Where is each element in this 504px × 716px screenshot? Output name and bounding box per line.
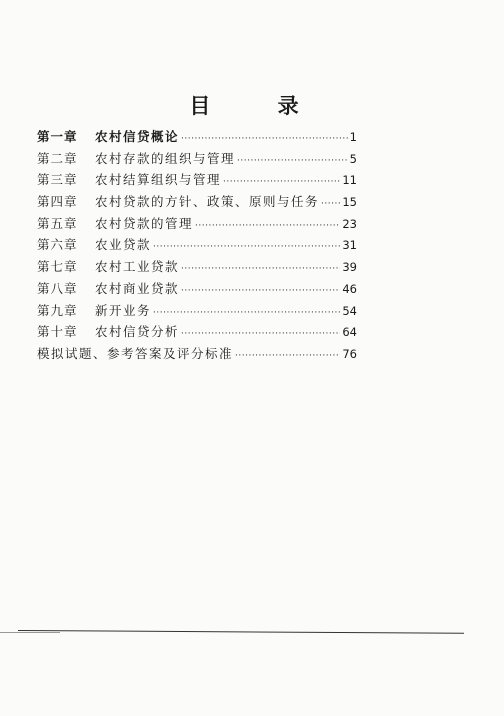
toc-chapter-number: 第八章	[37, 280, 78, 296]
toc-leader-dots	[181, 134, 348, 144]
toc-leader-dots	[235, 351, 340, 361]
toc-page-number: 39	[342, 260, 357, 275]
toc-page-number: 31	[342, 238, 357, 253]
toc-entry-8[interactable]	[37, 279, 357, 301]
toc-chapter-title: 农村贷款的方针、政策、原则与任务	[95, 194, 320, 210]
toc-page-number: 46	[342, 281, 357, 296]
toc-leader-dots	[181, 264, 340, 274]
toc-page-number: 5	[349, 151, 357, 166]
toc-entry-6[interactable]	[37, 235, 357, 257]
bottom-rule-fade	[0, 632, 60, 633]
toc-page-number: 15	[342, 195, 357, 210]
toc-chapter-number: 第六章	[37, 237, 78, 253]
toc-appendix-title: 模拟试题、参考答案及评分标准	[37, 345, 234, 361]
toc-chapter-title: 农村商业贷款	[95, 280, 180, 296]
toc-entry-10[interactable]	[37, 322, 357, 344]
toc-chapter-number: 第七章	[37, 259, 78, 275]
toc-chapter-number: 第五章	[37, 215, 78, 231]
toc-entry-appendix[interactable]	[37, 344, 357, 366]
page-title: 目 录	[189, 93, 329, 118]
toc-entry-1[interactable]	[37, 127, 357, 149]
toc-page-number: 64	[342, 325, 357, 340]
toc-entry-9[interactable]	[37, 301, 357, 323]
toc-chapter-title: 新开业务	[95, 302, 152, 318]
toc-entry-3[interactable]	[37, 170, 357, 192]
toc-leader-dots	[237, 156, 348, 166]
toc-leader-dots	[153, 242, 340, 252]
toc-entry-4[interactable]	[37, 192, 357, 214]
toc-chapter-number: 第一章	[37, 129, 78, 144]
toc-chapter-title: 农村信贷概论	[95, 129, 180, 144]
toc-entry-2[interactable]	[37, 149, 357, 171]
toc-leader-dots	[181, 286, 340, 296]
bottom-rule-divider	[18, 630, 464, 634]
table-of-contents	[37, 127, 357, 366]
toc-leader-dots	[181, 329, 340, 339]
toc-chapter-title: 农村信贷分析	[95, 324, 180, 340]
toc-chapter-title: 农村贷款的管理	[95, 215, 194, 231]
toc-page-number: 1	[349, 130, 357, 144]
toc-chapter-title: 农村结算组织与管理	[95, 172, 222, 188]
toc-page-number: 23	[342, 216, 357, 231]
toc-leader-dots	[153, 308, 340, 318]
toc-entry-5[interactable]	[37, 214, 357, 236]
toc-page-number: 11	[342, 173, 357, 188]
toc-page-number: 76	[342, 346, 357, 361]
toc-chapter-number: 第四章	[37, 194, 78, 210]
toc-entry-7[interactable]	[37, 257, 357, 279]
toc-chapter-number: 第三章	[37, 172, 78, 188]
toc-chapter-title: 农村存款的组织与管理	[95, 150, 236, 166]
toc-page-number: 54	[342, 303, 357, 318]
toc-leader-dots	[223, 177, 340, 187]
toc-leader-dots	[195, 221, 340, 231]
toc-chapter-number: 第十章	[37, 324, 78, 340]
toc-chapter-title: 农村工业贷款	[95, 259, 180, 275]
toc-chapter-number: 第二章	[37, 150, 78, 166]
toc-leader-dots	[321, 199, 340, 209]
toc-chapter-title: 农业贷款	[95, 237, 152, 253]
toc-chapter-number: 第九章	[37, 302, 78, 318]
